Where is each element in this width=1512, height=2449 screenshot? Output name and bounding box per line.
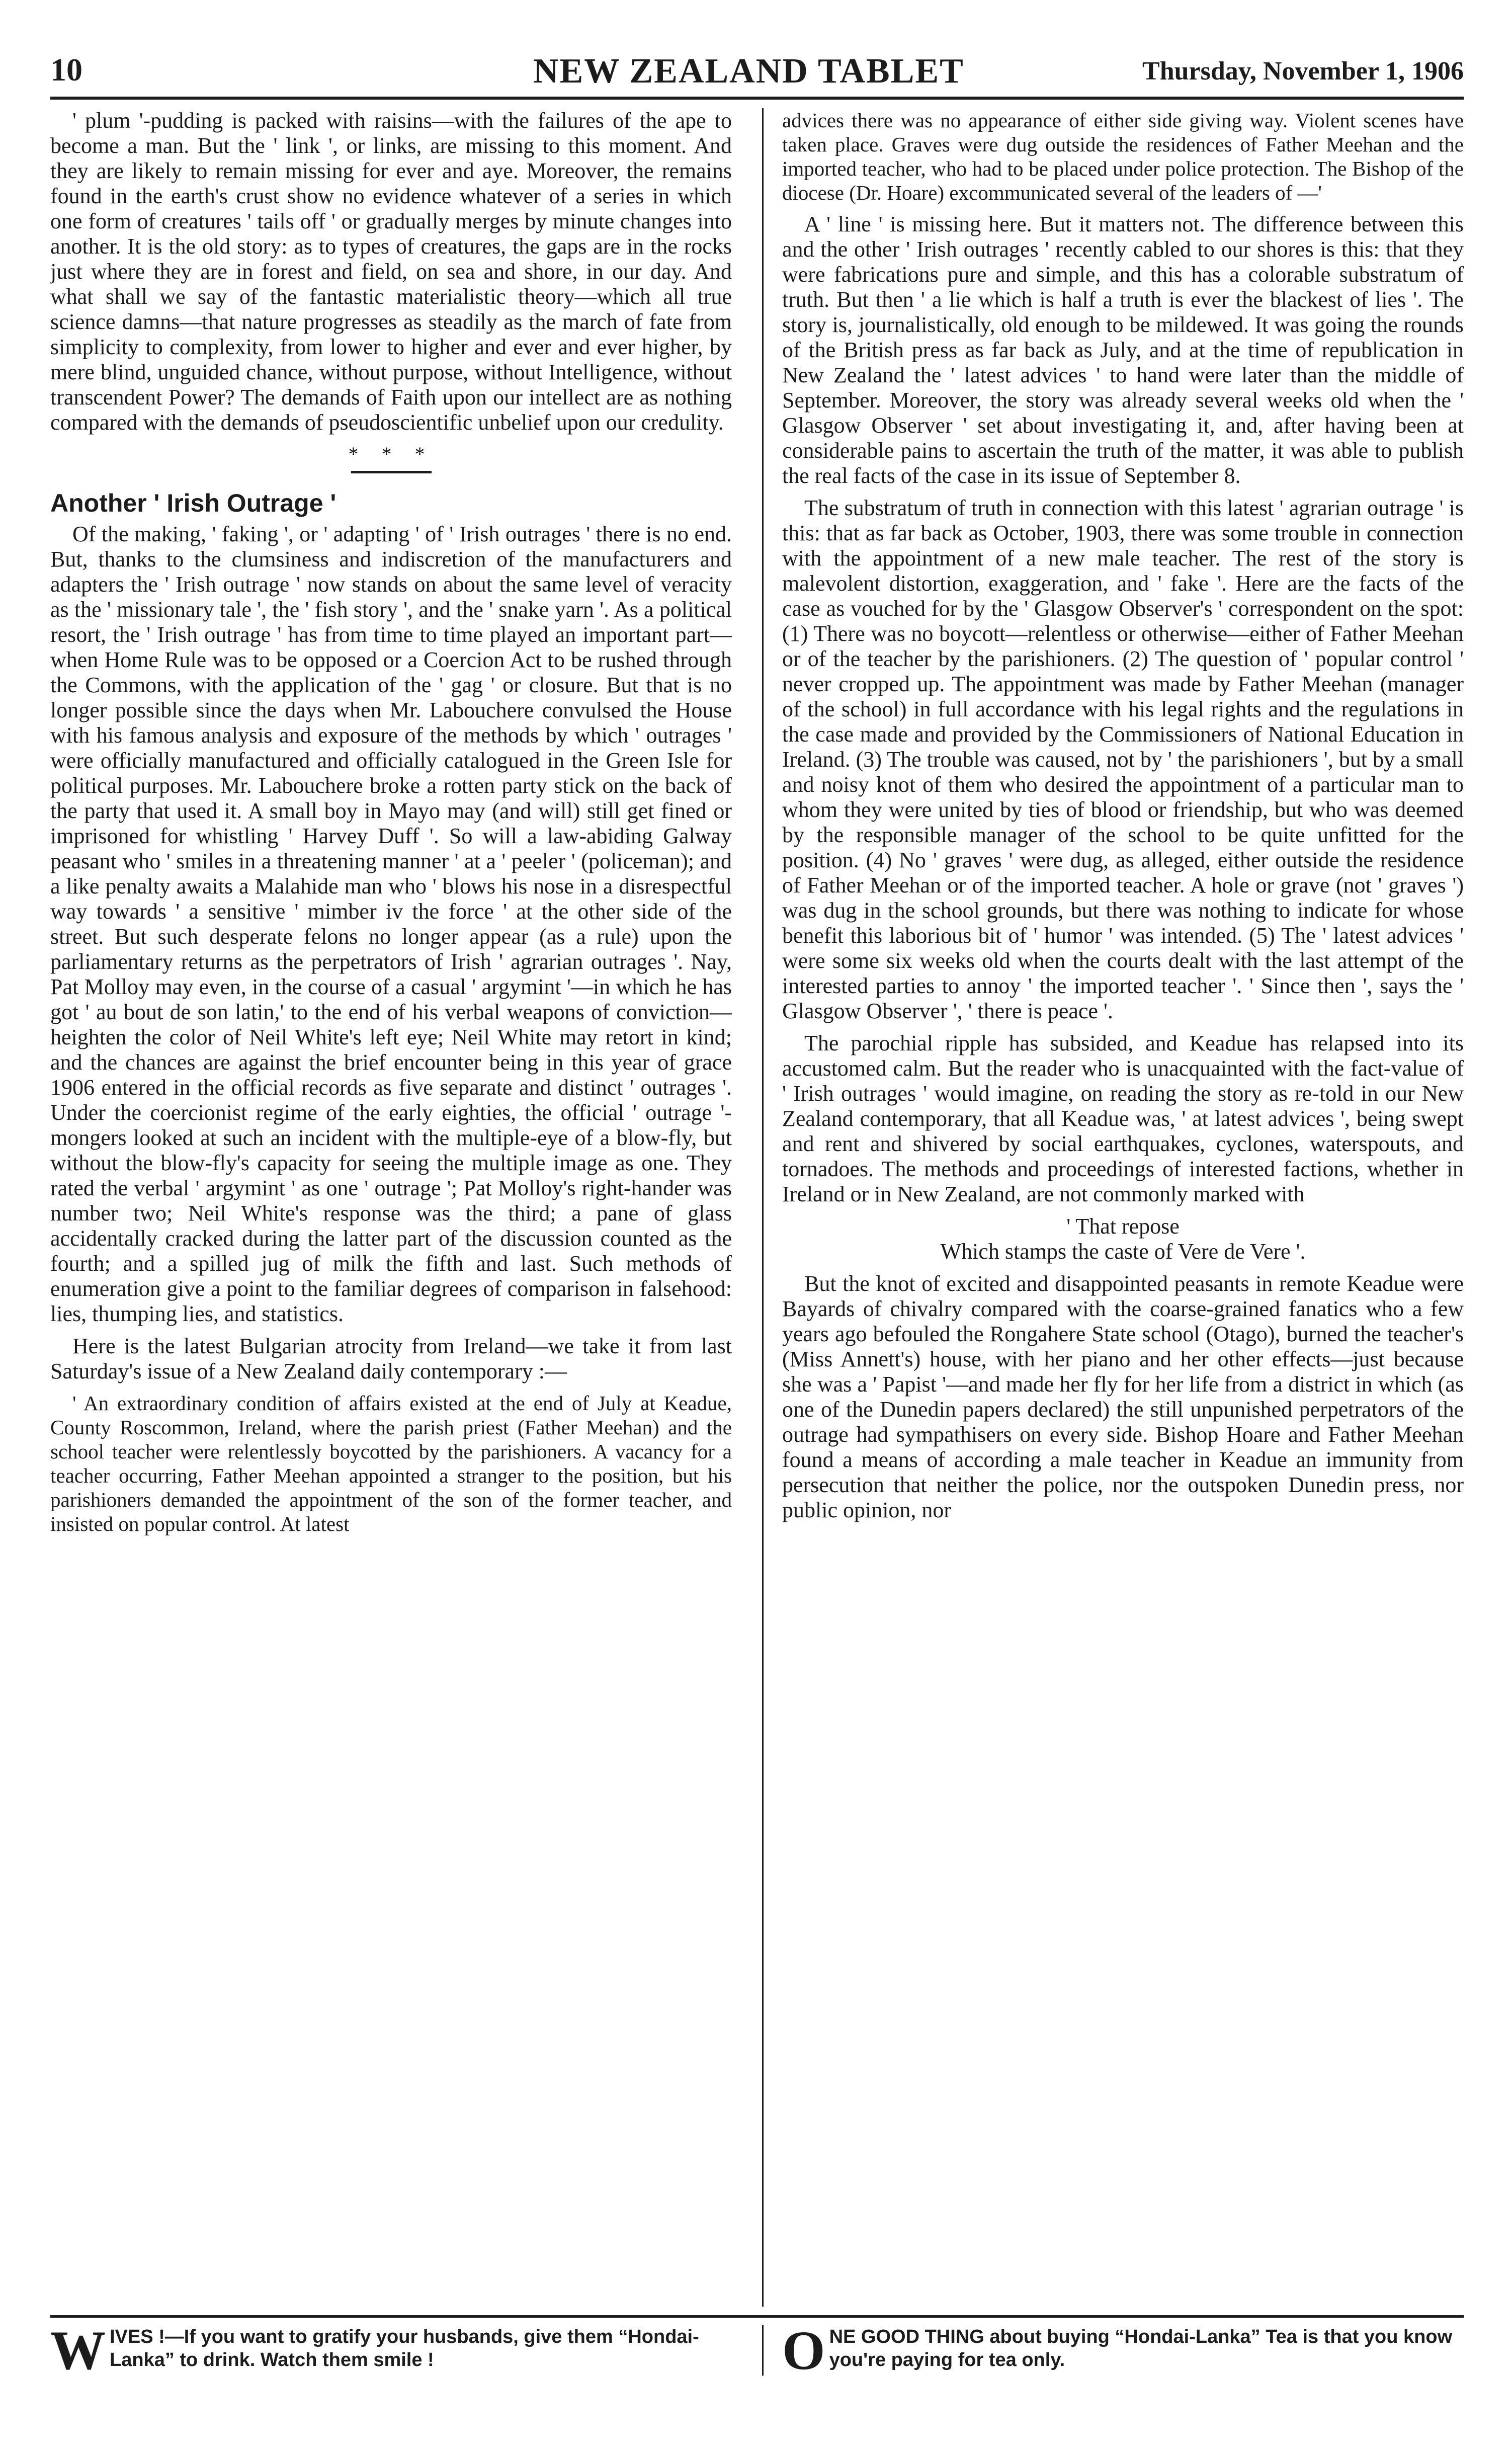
advertisement-text: NE GOOD THING about buying “Hondai-Lanka” Tea is that you know you're paying for tea only. xyxy=(829,2326,1453,2371)
separator-dots: * * * xyxy=(348,443,434,465)
paragraph: A ' line ' is missing here. But it matters not. The difference between this and the other ' Irish outrages ' recently cabled to our shores is this: that they were fabrications pure and simple, and this has a colorable substratum of truth. But then ' a lie which is half a truth is ever the blackest of lies '. The story is, journalistically, old enough to be mildewed. It was going the rounds of the British press as far back as July, and at the time of republication in New Zealand the ' latest advices ' to hand were later than the middle of September. Moreover, the story was already several weeks old when the ' Glasgow Observer ' set about investigating it, and, after having been at considerable pains to ascertain the truth of the matter, it was able to publish the real facts of the case in its issue of September 8. xyxy=(782,212,1464,488)
column-divider xyxy=(762,108,764,2307)
verse-line: Which stamps the caste of Vere de Vere '. xyxy=(940,1239,1306,1264)
quoted-paragraph-continued: advices there was no appearance of either side giving way. Violent scenes have taken place. Graves were dug outside the residences of Father Meehan and the imported teacher, who had to be placed under police protection. The Bishop of the diocese (Dr. Hoare) excommunicated several of the leaders of —' xyxy=(782,109,1464,204)
drop-cap: W xyxy=(50,2320,106,2381)
drop-cap: O xyxy=(782,2320,825,2381)
paragraph: But the knot of excited and disappointed peasants in remote Keadue were Bayards of chivalry compared with the coarse-grained fanatics who a few years ago befouled the Rongahere State school (Otago), burned the teacher's (Miss Annett's) house, with her piano and her other effects—just because she was a ' Papist '—and made her fly for her life from a district in which (as one of the Dunedin papers declared) the still unpunished perpetrators of the outrage had sympathisers on every side. Bishop Hoare and Father Meehan found a means of according a male teacher in Keadue an immunity from persecution that neither the police, nor the outspoken Dunedin press, nor public opinion, nor xyxy=(782,1271,1464,1522)
quoted-paragraph: ' An extraordinary condition of affairs existed at the end of July at Keadue, County Roscommon, Ireland, where the parish priest (Father Meehan) and the school teacher were relentlessly boycotted by the parishioners. A vacancy for a teacher occurring, Father Meehan appointed a stranger to the position, but his parishioners demanded the appointment of the son of the former teacher, and insisted on popular control. At latest xyxy=(50,1392,732,1535)
paragraph: Of the making, ' faking ', or ' adapting ' of ' Irish outrages ' there is no end. But, thanks to the clumsiness and indiscretion of the manufacturers and adapters the ' Irish outrage ' now stands on about the same level of veracity as the ' missionary tale ', the ' fish story ', and the ' snake yarn '. As a political resort, the ' Irish outrage ' has from time to time played an important part—when Home Rule was to be opposed or a Coercion Act to be rushed through the Commons, with the application of the ' gag ' or closure. But that is no longer possible since the days when Mr. Labouchere convulsed the House with his famous analysis and exposure of the methods by which ' outrages ' were officially manufactured and officially catalogued in the Green Isle for political purposes. Mr. Labouchere broke a rotten party stick on the back of the party that used it. A small boy in Mayo may (and will) still get fined or imprisoned for whistling ' Harvey Duff '. So will a law-abiding Galway peasant who ' smiles in a threatening manner ' at a ' peeler ' (policeman); and a like penalty awaits a Malahide man who ' blows his nose in a disrespectful way towards ' a sensitive ' mimber iv the force ' at the other side of the street. But such desperate felons no longer appear (as a rule) upon the parliamentary returns as the perpetrators of Irish ' agrarian outrages '. Nay, Pat Molloy may even, in the course of a casual ' argymint '—in which he has got ' au bout de son latin,' to the end of his verbal weapons of conviction—heighten the color of Neil White's left eye; Neil White may retort in kind; and the chances are against the brief encounter being in this year of grace 1906 entered in the official records as five separate and distinct ' outrages '. Under the coercionist regime of the early eighties, the official ' outrage '-mongers looked at such an incident with the multiple-eye of a blow-fly, but without the blow-fly's capacity for seeing the multiple image as one. They rated the verbal ' argymint ' as one ' outrage '; Pat Molloy's right-hander was number two; Neil White's response was the third; a pane of glass accidentally cracked during the latter part of the discussion counted as the fourth; and a spilled jug of milk the fifth and last. Such methods of enumeration give a point to the familiar degrees of comparison in falsehood: lies, thumping lies, and statistics. xyxy=(50,522,732,1326)
section-heading: Another ' Irish Outrage ' xyxy=(50,489,337,517)
right-column xyxy=(782,108,1464,2307)
section-rule xyxy=(351,471,432,473)
header-rule xyxy=(50,97,1464,100)
masthead xyxy=(50,51,1464,92)
left-column xyxy=(50,108,732,2307)
issue-date: Thursday, November 1, 1906 xyxy=(1142,57,1464,86)
page-number: 10 xyxy=(50,52,82,88)
advertisement-left xyxy=(50,2320,734,2381)
paragraph: ' plum '-pudding is packed with raisins—with the failures of the ape to become a man. But the ' link ', or links, are missing to this moment. And they are likely to remain missing for ever and aye. Moreover, the remains found in the earth's crust show no evidence whatever of a series in which one form of creatures ' tails off ' or gradually merges by minute changes into another. It is the old story: as to types of creatures, the gaps are in the rocks just where they are in forest and field, on sea and shore, in our day. And what shall we say of the fantastic materialistic theory—which all true science damns—that nature progresses as steadily as the march of fate from simplicity to complexity, from lower to higher and ever and ever higher, by mere blind, unguided chance, without purpose, without Intelligence, without transcendent Power? The demands of Faith upon our intellect are as nothing compared with the demands of pseudoscientific unbelief upon our credulity. xyxy=(50,108,732,435)
advertisement-divider xyxy=(762,2325,764,2376)
paragraph: The substratum of truth in connection with this latest ' agrarian outrage ' is this: that as far back as October, 1903, there was some trouble in connection with the appointment of a new male teacher. The rest of the story is malevolent distortion, exaggeration, and ' fake '. Here are the facts of the case as vouched for by the ' Glasgow Observer's ' correspondent on the spot: (1) There was no boycott—relentless or otherwise—either of Father Meehan or of the teacher by the parishioners. (2) The question of ' popular control ' never cropped up. The appointment was made by Father Meehan (manager of the school) in full accordance with his legal rights and the regulations in the case made and provided by the Commissioners of National Education in Ireland. (3) The trouble was caused, not by ' the parishioners ', but by a small and noisy knot of them who desired the appointment of a particular man to whom they were united by ties of blood or friendship, but who was deemed by the responsible manager of the school to be quite unfitted for the position. (4) No ' graves ' were dug, as alleged, either outside the residence of Father Meehan or of the imported teacher. A hole or grave (not ' graves ') was dug in the school grounds, but there was nothing to indicate for whose benefit this laborious bit of ' humor ' was intended. (5) The ' latest advices ' were some six weeks old when the courts dealt with the last attempt of the interested parties to annoy ' the imported teacher '. ' Since then ', says the ' Glasgow Observer ', ' there is peace '. xyxy=(782,496,1464,1023)
footer-rule xyxy=(50,2315,1464,2318)
paragraph: Here is the latest Bulgarian atrocity from Ireland—we take it from last Saturday's issue of a New Zealand daily contemporary :— xyxy=(50,1334,732,1383)
newspaper-title: NEW ZEALAND TABLET xyxy=(533,52,964,91)
verse-line: ' That repose xyxy=(1066,1214,1180,1239)
advertisement-right xyxy=(782,2320,1466,2381)
paragraph: The parochial ripple has subsided, and Keadue has relapsed into its accustomed calm. But the reader who is unacquainted with the fact-value of ' Irish outrages ' would imagine, on reading the story as re-told in our New Zealand contemporary, that all Keadue was, ' at latest advices ', being swept and rent and shivered by social earthquakes, cyclones, waterspouts, and tornadoes. The methods and proceedings of interested factions, whether in Ireland or in New Zealand, are not commonly marked with xyxy=(782,1031,1464,1206)
advertisement-text: IVES !—If you want to gratify your husbands, give them “Hondai-Lanka” to drink. Watch them smile ! xyxy=(110,2326,699,2371)
